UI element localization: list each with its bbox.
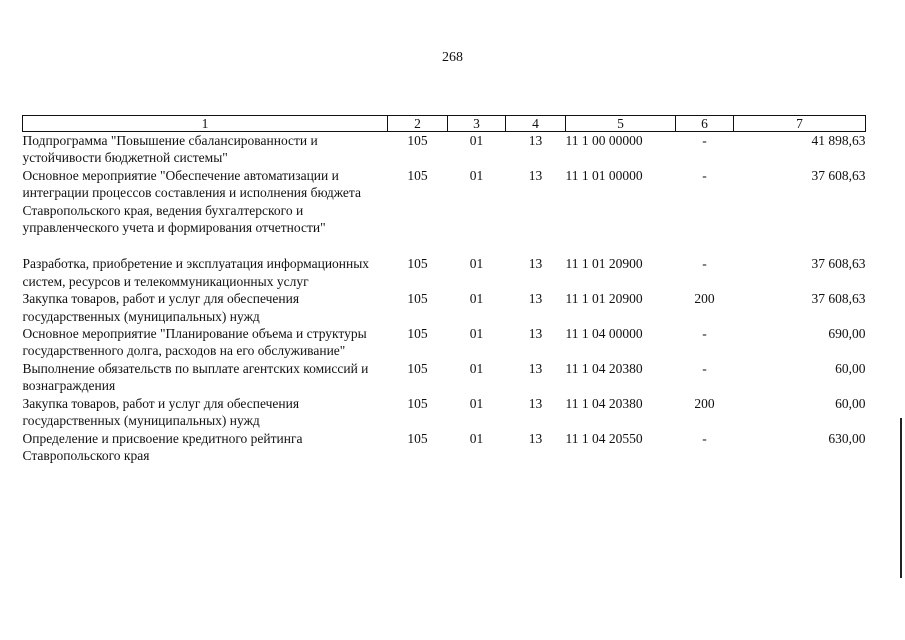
row-cell: 01 [469,326,484,342]
row-cell: 105 [407,326,428,342]
row-amount: 60,00 [835,360,866,376]
row-amount: 630,00 [828,430,866,446]
row-cell: - [702,167,707,183]
row-cell: 200 [694,291,715,307]
row-cell: 200 [694,395,715,411]
table-header-row [23,116,866,132]
row-amount: 37 608,63 [811,256,866,272]
row-cell: 01 [469,133,484,148]
row-cell: 13 [528,395,543,411]
row-amount: 41 898,63 [811,133,866,148]
row-cell: - [702,133,707,148]
row-amount: 37 608,63 [811,167,866,183]
budget-table [22,115,866,464]
row-cell: 11 1 04 20380 [565,360,643,376]
column-header: 1 [23,116,388,132]
row-cell: - [702,360,707,376]
row-name: Основное мероприятие "Обеспечение автоматизации и интеграции процессов составления и исполнения бюджета Ставропольского края, ведения бухгалтерского и управленческого учета и формирования отчетности" [22,167,361,236]
row-cell: 105 [407,256,428,272]
row-cell: 11 1 01 00000 [565,167,643,183]
row-amount: 60,00 [835,395,866,411]
row-name: Подпрограмма "Повышение сбалансированности и устойчивости бюджетной системы" [22,133,318,166]
row-cell: 105 [407,291,428,307]
row-cell: 01 [469,167,484,183]
table-row [23,255,866,290]
row-cell: 105 [407,395,428,411]
row-cell: 01 [469,256,484,272]
row-amount: 690,00 [828,326,866,342]
row-cell: 105 [407,167,428,183]
row-cell: 11 1 01 20900 [565,256,643,272]
page-number: 268 [442,50,463,65]
row-name: Разработка, приобретение и эксплуатация информационных систем, ресурсов и телекоммуникационных услуг [22,256,370,289]
table-row [23,360,866,395]
row-name: Закупка товаров, работ и услуг для обеспечения государственных (муниципальных) нужд [22,291,300,324]
table-row [23,132,866,167]
row-cell: 11 1 04 20550 [565,430,643,446]
table-row [23,395,866,430]
row-cell: 13 [528,167,543,183]
row-cell: 13 [528,291,543,307]
row-cell: 105 [407,133,428,148]
column-header: 2 [388,116,448,132]
column-header: 4 [506,116,566,132]
row-cell: 01 [469,360,484,376]
column-header: 5 [566,116,676,132]
row-cell: - [702,430,707,446]
row-cell: 13 [528,360,543,376]
table-row [23,290,866,325]
row-name: Выполнение обязательств по выплате агентских комиссий и вознаграждения [22,360,369,394]
column-header: 7 [734,116,866,132]
row-cell: 01 [469,430,484,446]
row-cell: 11 1 01 20900 [565,291,643,307]
row-cell: 01 [469,291,484,307]
row-cell: 01 [469,395,484,411]
row-cell: 13 [528,326,543,342]
row-cell: 105 [407,430,428,446]
row-cell: 13 [528,430,543,446]
row-cell: 11 1 00 00000 [565,133,643,148]
row-name: Закупка товаров, работ и услуг для обеспечения государственных (муниципальных) нужд [22,395,300,429]
scan-edge-line [900,418,902,578]
row-name: Определение и присвоение кредитного рейтинга Ставропольского края [22,430,303,463]
column-header: 3 [448,116,506,132]
row-cell: 13 [528,133,543,148]
table-row [23,325,866,360]
row-name: Основное мероприятие "Планирование объема и структуры государственного долга, расходов на его обслуживание" [22,326,367,359]
row-cell: - [702,256,707,272]
row-cell: 105 [407,360,428,376]
row-cell: - [702,326,707,342]
row-amount: 37 608,63 [811,291,866,307]
table-row [23,167,866,256]
row-cell: 11 1 04 20380 [565,395,643,411]
row-cell: 13 [528,256,543,272]
column-header: 6 [676,116,734,132]
row-cell: 11 1 04 00000 [565,326,643,342]
table-row [23,430,866,465]
